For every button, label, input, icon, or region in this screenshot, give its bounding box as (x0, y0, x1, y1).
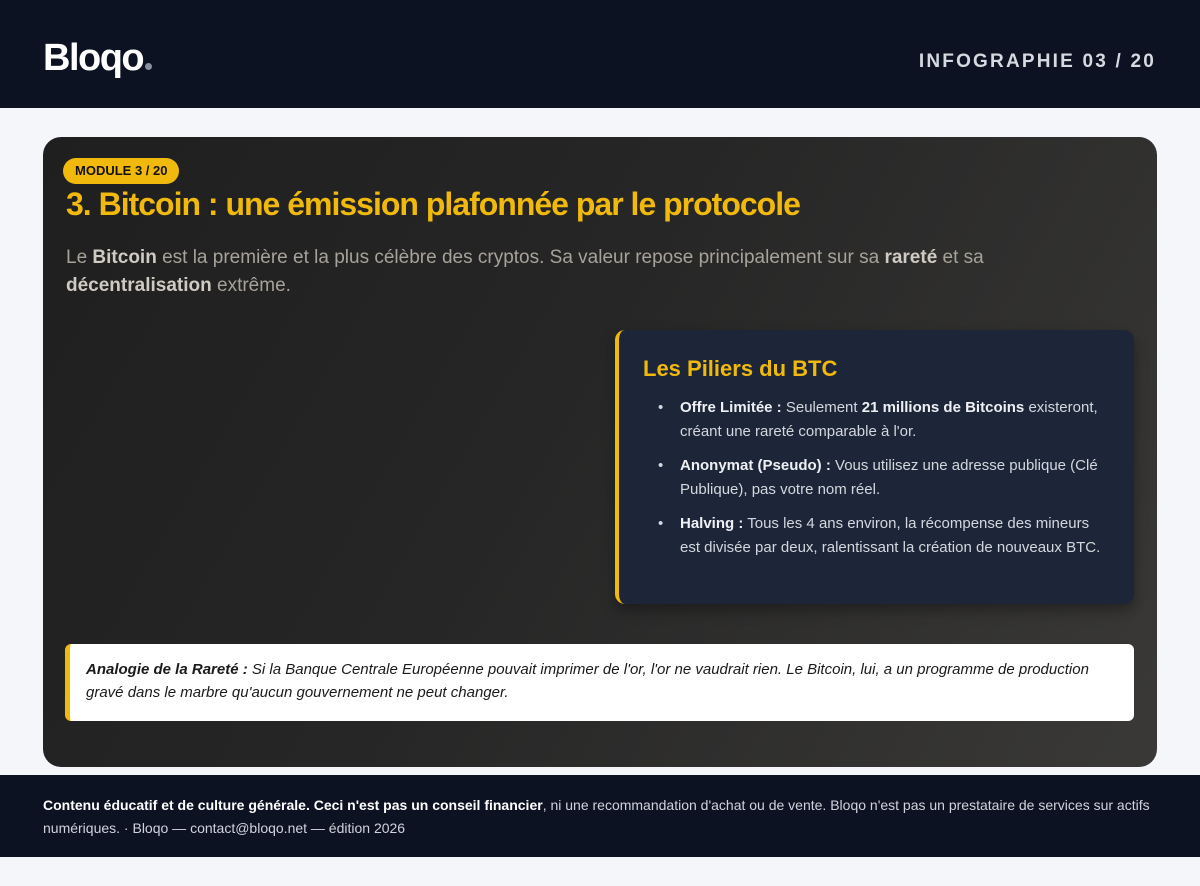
pillars-panel (615, 330, 1134, 604)
intro-text: et sa (937, 247, 984, 268)
intro-bold: rareté (884, 247, 938, 268)
module-intro (66, 244, 1106, 300)
pillar-label: Offre Limitée : (680, 399, 782, 416)
pillar-item-anonymat (658, 454, 1108, 502)
pillar-text: Seulement (781, 399, 862, 416)
pillar-strong: 21 millions de Bitcoins (861, 399, 1025, 416)
module-badge: MODULE 3 / 20 (63, 158, 179, 184)
disclaimer-bold: Contenu éducatif et de culture générale. Ceci n'est pas un conseil financier (43, 797, 543, 813)
pillar-text: Vous utilisez une adresse publique (Clé Publique), pas votre nom réel. (680, 457, 1098, 498)
logo-text: Bloqo (43, 37, 144, 79)
intro-text: extrême. (211, 275, 291, 296)
intro-bold: Bitcoin (92, 247, 157, 268)
pillar-label: Anonymat (Pseudo) : (680, 457, 831, 474)
pillars-title: Les Piliers du BTC (643, 356, 838, 381)
intro-text: Le (66, 247, 93, 268)
pillar-text: existeront, créant une rareté comparable à l'or. (680, 399, 1098, 440)
intro-bold: décentralisation (66, 275, 212, 296)
footer-disclaimer (0, 775, 1200, 857)
analogy-body: Si la Banque Centrale Européenne pouvait imprimer de l'or, l'or ne vaudrait rien. Le Bitcoin, lui, a un programme de production gravé dans le marbre qu'aucun gouvernement ne peut changer. (86, 661, 1089, 701)
analogy-callout (65, 644, 1134, 721)
analogy-text (86, 658, 1118, 704)
module-card (43, 137, 1157, 767)
disclaimer-text (43, 794, 1153, 840)
pillar-item-offre (658, 396, 1108, 444)
intro-text: est la première et la plus célèbre des cryptos. Sa valeur repose principalement sur sa (156, 247, 885, 268)
pillar-item-halving (658, 512, 1108, 560)
module-title: 3. Bitcoin : une émission plafonnée par le protocole (66, 186, 800, 222)
infographic-counter: INFOGRAPHIE 03 / 20 (918, 51, 1156, 72)
brand-logo[interactable] (43, 36, 152, 80)
logo-dot-icon (145, 63, 152, 70)
pillars-list (658, 396, 1108, 570)
disclaimer-rest: , ni une recommandation d'achat ou de vente. Bloqo n'est pas un prestataire de services sur actifs numériques. · Bloqo — contact@bloqo.net — édition 2026 (43, 797, 1150, 836)
top-bar (0, 0, 1200, 108)
analogy-label: Analogie de la Rareté : (86, 661, 248, 678)
pillar-label: Halving : (680, 515, 744, 532)
pillar-text: Tous les 4 ans environ, la récompense des mineurs est divisée par deux, ralentissant la création de nouveaux BTC. (680, 515, 1101, 556)
